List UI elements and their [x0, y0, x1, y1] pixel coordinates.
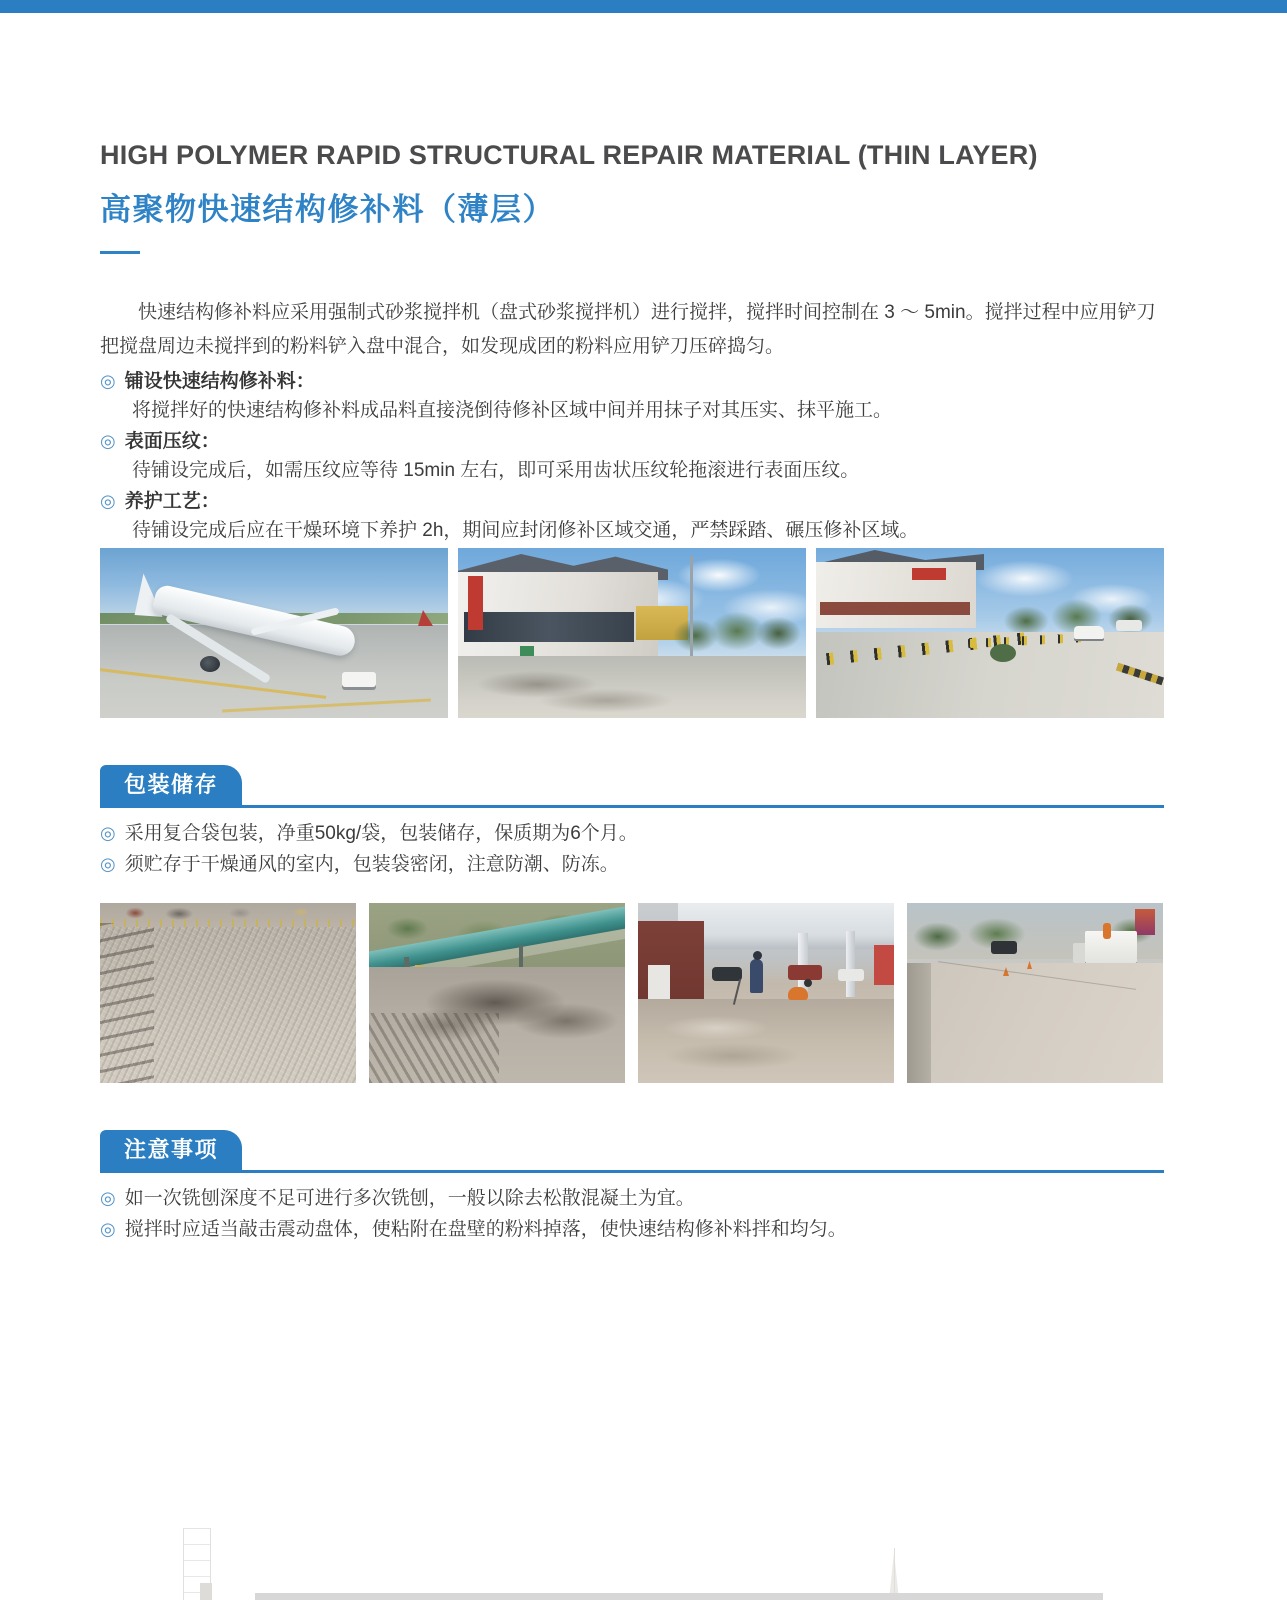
section-tab-notes: 注意事项: [100, 1130, 242, 1170]
trees-layer: [668, 608, 806, 654]
wet-sheen: [648, 1007, 818, 1077]
list-item: [100, 1214, 1168, 1245]
process-item-label: 铺设快速结构修补料：: [124, 371, 315, 392]
red-sign: [912, 568, 946, 580]
light-pole: [690, 556, 693, 656]
double-circle-bullet-icon: ◎: [100, 1219, 116, 1239]
list-item: [100, 818, 1168, 849]
roadside-bush: [990, 644, 1016, 662]
packaging-items: [100, 818, 1168, 880]
worker-head: [753, 951, 762, 960]
process-list: [100, 366, 1168, 546]
list-item: [100, 849, 1168, 880]
double-circle-bullet-icon: ◎: [100, 1188, 116, 1208]
truck-cab: [1073, 943, 1085, 963]
intro-paragraph: 快速结构修补料应采用强制式砂浆搅拌机（盘式砂浆搅拌机）进行搅拌，搅拌时间控制在 3 ～ 5min。搅拌过程中应用铲刀把搅盘周边未搅拌到的粉料铲入盘中混合，如发现成团的粉料应用铲刀压碎捣匀。: [100, 302, 1156, 357]
photo-gallery-row-2: [100, 903, 1163, 1083]
page-title-chinese: 高聚物快速结构修补料（薄层）: [100, 192, 555, 227]
railing-shadow-stripes: [100, 923, 154, 1083]
watermark-tower-fragment: [200, 1583, 212, 1600]
worker-orange-vest: [1103, 923, 1111, 939]
distant-red-tail: [418, 610, 433, 626]
double-circle-bullet-icon: ◎: [100, 431, 116, 451]
list-item-text: 如一次铣刨深度不足可进行多次铣刨，一般以除去松散混凝土为宜。: [124, 1188, 695, 1209]
process-item-heading: [100, 486, 1168, 516]
page-header: [100, 140, 1038, 254]
parked-car: [838, 969, 864, 981]
process-item-label: 表面压纹：: [124, 431, 220, 452]
parked-truck: [788, 965, 822, 980]
photo-gas-station-repair-work: [638, 903, 894, 1083]
photo-service-area-building: [458, 548, 806, 718]
double-circle-bullet-icon: ◎: [100, 854, 116, 874]
process-item-heading: [100, 366, 1168, 396]
canopy-column: [846, 931, 855, 997]
page-title-english: HIGH POLYMER RAPID STRUCTURAL REPAIR MATERIAL (THIN LAYER): [100, 140, 1038, 170]
double-circle-bullet-icon: ◎: [100, 371, 116, 391]
list-item: [100, 1183, 1168, 1214]
photo-service-area-road-cones: [816, 548, 1164, 718]
list-item-text: 采用复合袋包装，净重50kg/袋，包装储存，保质期为6个月。: [124, 823, 638, 844]
section-header-notes: [100, 1130, 1164, 1173]
grooved-concrete-texture: [369, 1013, 499, 1083]
process-item-label: 养护工艺：: [124, 491, 220, 512]
guardrail-post: [519, 945, 523, 969]
photo-damaged-road-guardrail: [369, 903, 625, 1083]
notes-items: [100, 1183, 1168, 1245]
list-item-text: 搅拌时应适当敲击震动盘体，使粘附在盘壁的粉料掉落，使快速结构修补料拌和均匀。: [124, 1219, 847, 1240]
smooth-repaired-surface: [907, 963, 1163, 1083]
process-item-heading: [100, 426, 1168, 456]
tow-tug-vehicle: [342, 672, 376, 687]
standing-worker: [750, 959, 763, 993]
colored-shop-sign: [1135, 909, 1155, 935]
process-item: [100, 486, 1168, 546]
sidewalk-edge: [907, 963, 931, 1083]
process-item: [100, 366, 1168, 426]
photo-milled-concrete-surface: [100, 903, 356, 1083]
list-item-text: 须贮存于干燥通风的室内，包装袋密闭，注意防潮、防冻。: [124, 854, 619, 875]
photo-gallery-row-1: [100, 548, 1164, 718]
worker-head: [804, 979, 812, 987]
process-item-text: 待铺设完成后，如需压纹应等待 15min 左右，即可采用齿状压纹轮拖滚进行表面压纹。: [132, 460, 860, 481]
window-band: [464, 612, 634, 642]
dark-car: [991, 941, 1017, 954]
watermark-bridge-deck: [255, 1593, 1103, 1600]
process-item-text: 将搅拌好的快速结构修补料成品料直接浇倒待修补区域中间并用抹子对其压实、抹平施工。: [132, 400, 893, 421]
process-item: [100, 426, 1168, 486]
double-circle-bullet-icon: ◎: [100, 823, 116, 843]
white-car: [1074, 626, 1104, 639]
double-circle-bullet-icon: ◎: [100, 491, 116, 511]
section-header-packaging: [100, 765, 1164, 808]
top-accent-bar: [0, 0, 1287, 13]
gas-station-canopy: [678, 903, 894, 949]
red-kiosk: [874, 945, 894, 985]
white-box-truck: [1085, 931, 1137, 963]
crouching-worker-vest: [788, 987, 808, 1000]
service-building: [816, 562, 976, 628]
section-tab-packaging: 包装储存: [100, 765, 242, 805]
photo-airplane-on-airport-apron: [100, 548, 448, 718]
parked-car: [712, 967, 742, 981]
process-item-text: 待铺设完成后应在干燥环境下养护 2h，期间应封闭修补区域交通，严禁踩踏、碾压修补区域。: [132, 520, 919, 541]
airplane-engine: [200, 656, 220, 672]
title-underline: [100, 251, 140, 254]
red-awning-band: [820, 602, 970, 615]
red-vertical-sign: [468, 576, 483, 630]
white-car: [1116, 620, 1142, 631]
photo-finished-repaired-pavement: [907, 903, 1163, 1083]
wet-patches: [468, 666, 698, 712]
